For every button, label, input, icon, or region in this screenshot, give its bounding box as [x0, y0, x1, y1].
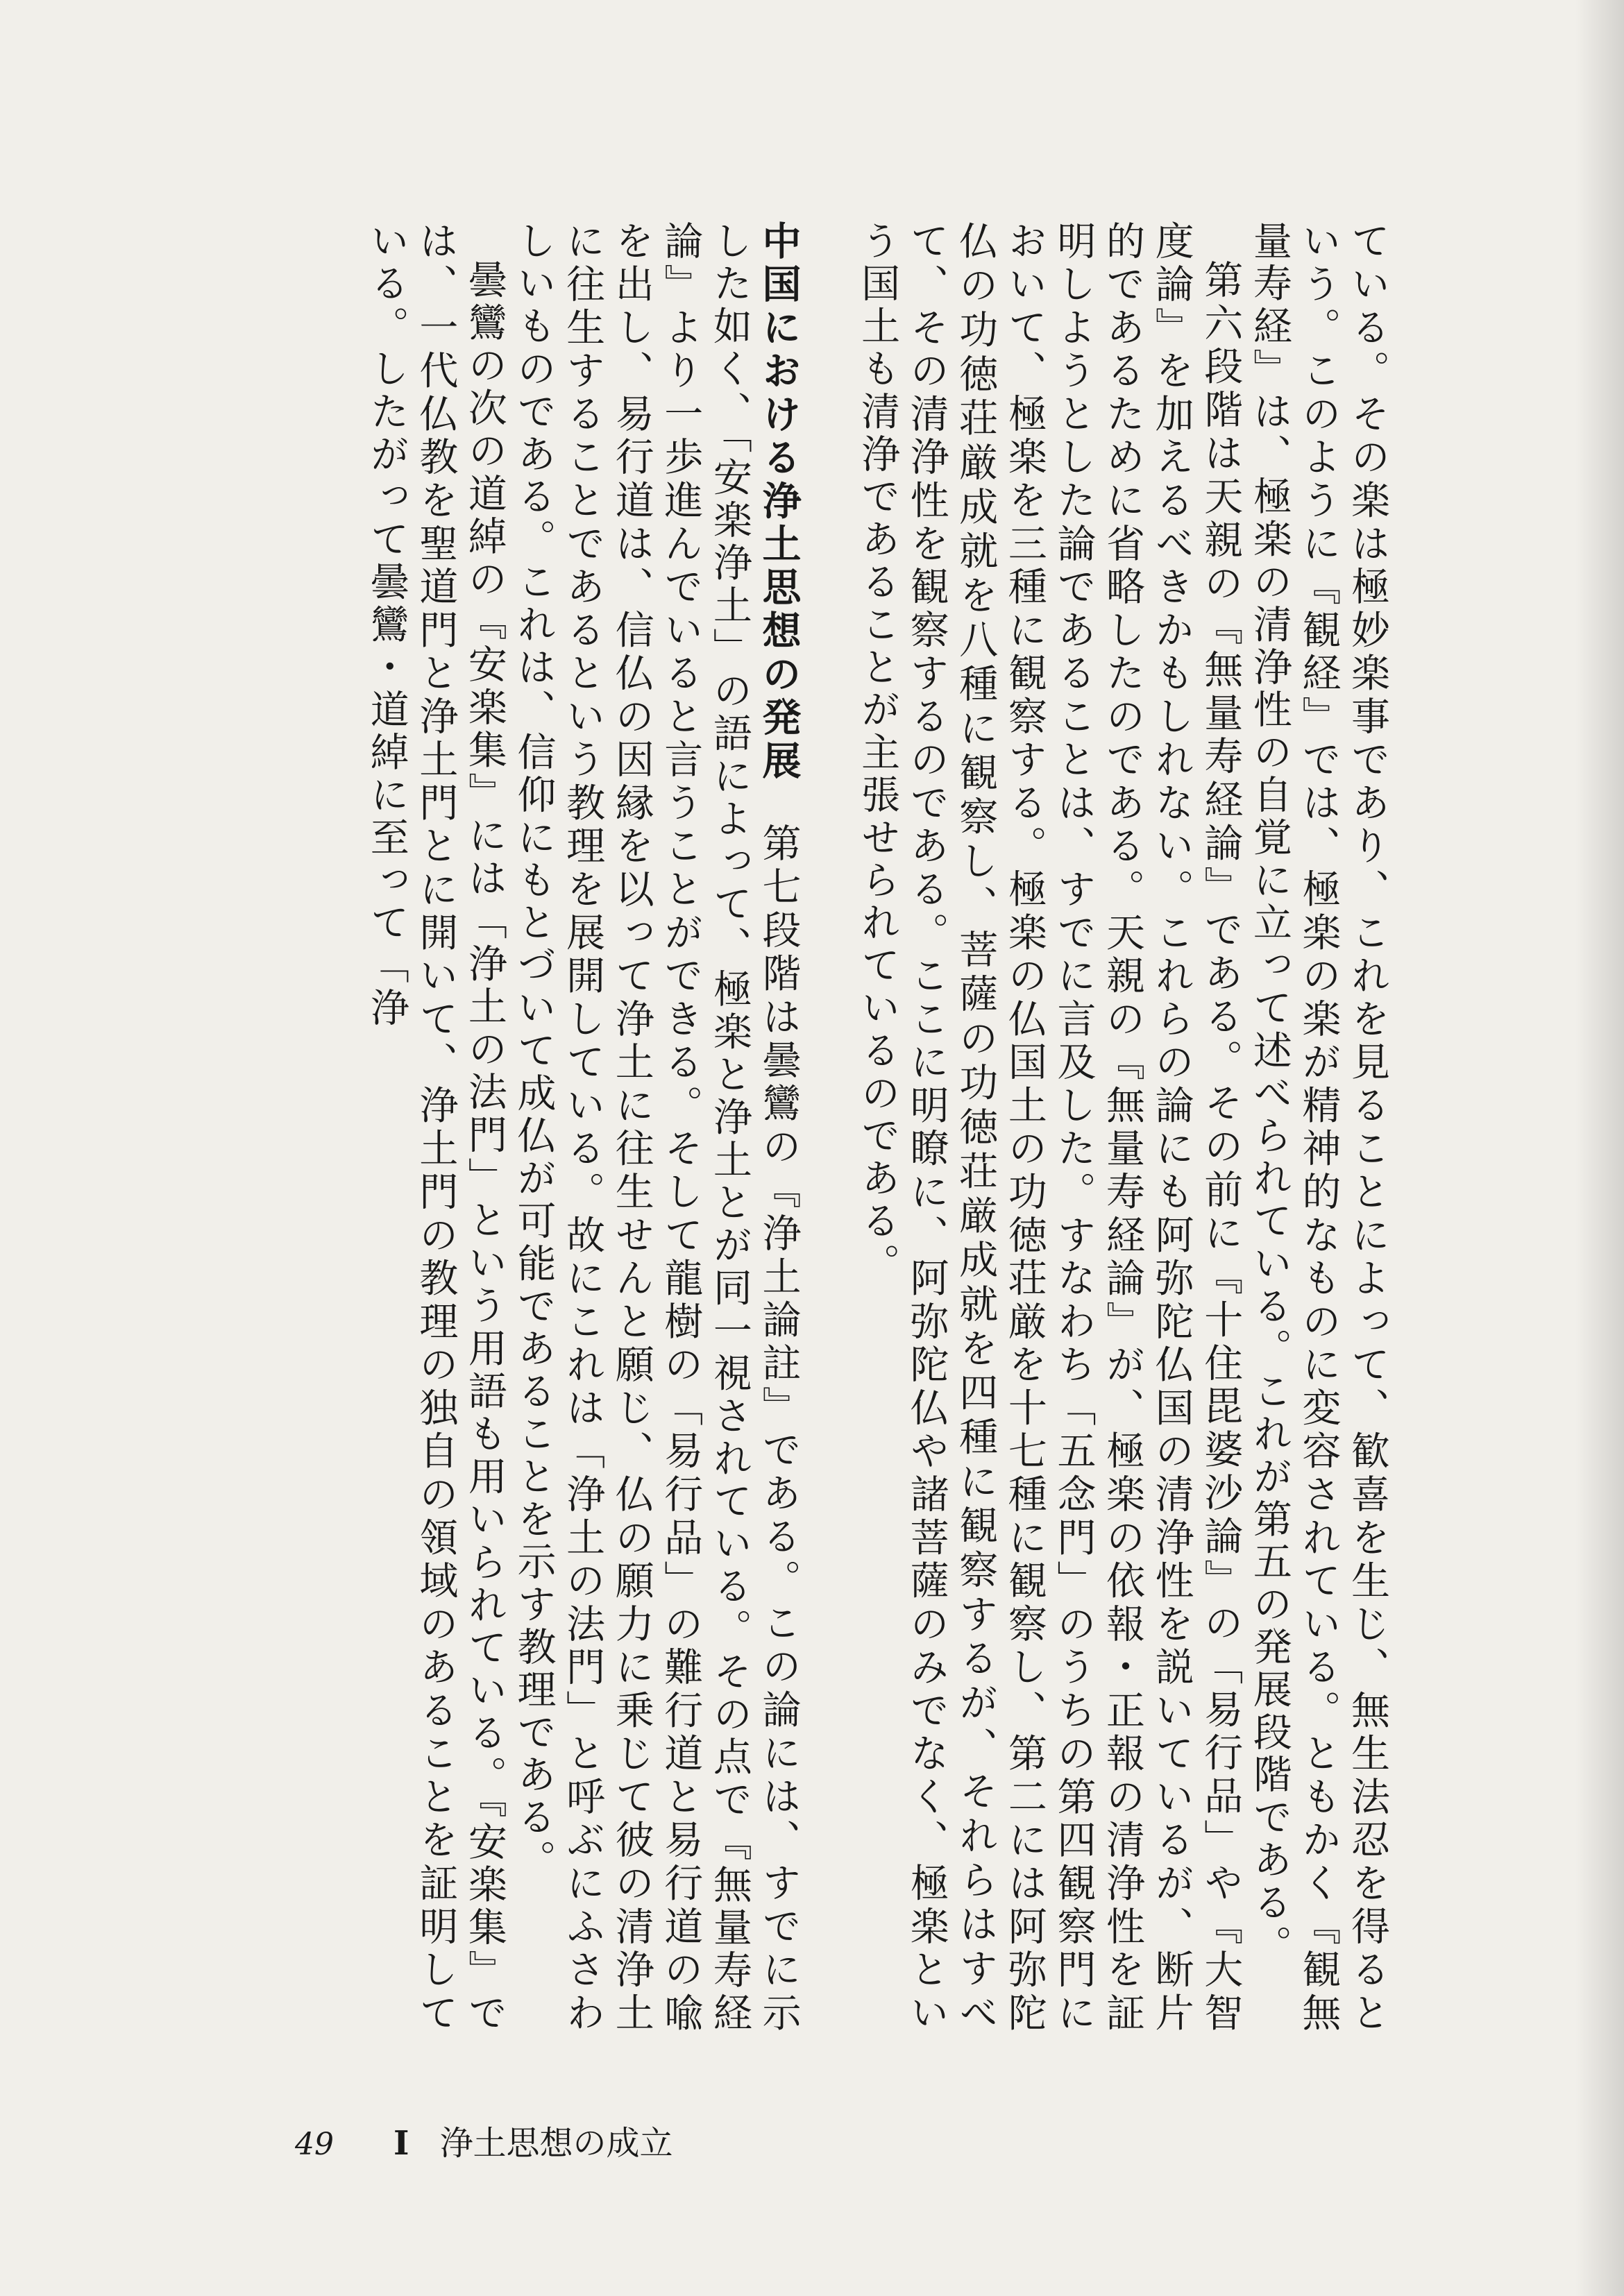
paragraph-1: ている。その楽は極妙楽事であり、これを見ることによって、歓喜を生じ、無生法忍を得るという。このように『観経』では、極楽の楽が精神的なものに変容されている。ともかく『観無量寿経』は、極楽の清浄性の自覚に立って述べられている。これが第五の発展段階である。 — [1246, 221, 1390, 2035]
part-label: I — [394, 2124, 409, 2163]
page-footer — [295, 2116, 673, 2164]
section-heading: 中国における浄土思想の発展 — [756, 221, 802, 784]
page-number: 49 — [295, 2127, 334, 2162]
paragraph-3-text: 第七段階は曇鸞の『浄土論註』である。この論には、すでに示した如く、「安楽浄土」の語によって、極楽と浄土とが同一視されている。その点で『無量寿経論』より一歩進んでいると言うことができる。そして龍樹の「易行品」の難行道と易行道の喩を出し、易行道は、信仏の因縁を以って浄土に往生せんと願じ、仏の願力に乗じて彼の清浄土に往生することであるという教理を展開している。故にこれは「浄土の法門」と呼ぶにふさわしいものである。これは、信仰にもとづいて成仏が可能であることを示す教理である。 — [511, 221, 802, 2035]
chapter-title: 浄土思想の成立 — [439, 2124, 673, 2163]
page-edge-shadow — [1575, 0, 1624, 2296]
paragraph-4: 曇鸞の次の道綽の『安楽集』には「浄土の法門」という用語も用いられている。『安楽集』では、一代仏教を聖道門と浄土門とに開いて、浄土門の教理の独自の領域のあることを証明している。したがって曇鸞・道綽に至って「浄 — [364, 221, 507, 2035]
paragraph-2: 第六段階は天親の『無量寿経論』である。その前に『十住毘婆沙論』の「易行品」や『大智度論』を加えるべきかもしれない。これらの論にも阿弥陀仏国の清浄性を説いているが、断片的であるために省略したのである。天親の『無量寿経論』が、極楽の依報・正報の清浄性を証明しようとした論であることは、すでに言及した。すなわち「五念門」のうちの第四観察門において、極楽を三種に観察する。極楽の仏国土の功徳荘厳を十七種に観察し、第二には阿弥陀仏の功徳荘厳成就を八種に観察し、菩薩の功徳荘厳成就を四種に観察するが、それらはすべて、その清浄性を観察するのである。ここに明瞭に、阿弥陀仏や諸菩薩のみでなく、極楽という国土も清浄であることが主張せられているのである。 — [855, 221, 1244, 2035]
paragraph-3 — [509, 221, 803, 2035]
body-text — [362, 221, 1392, 2035]
